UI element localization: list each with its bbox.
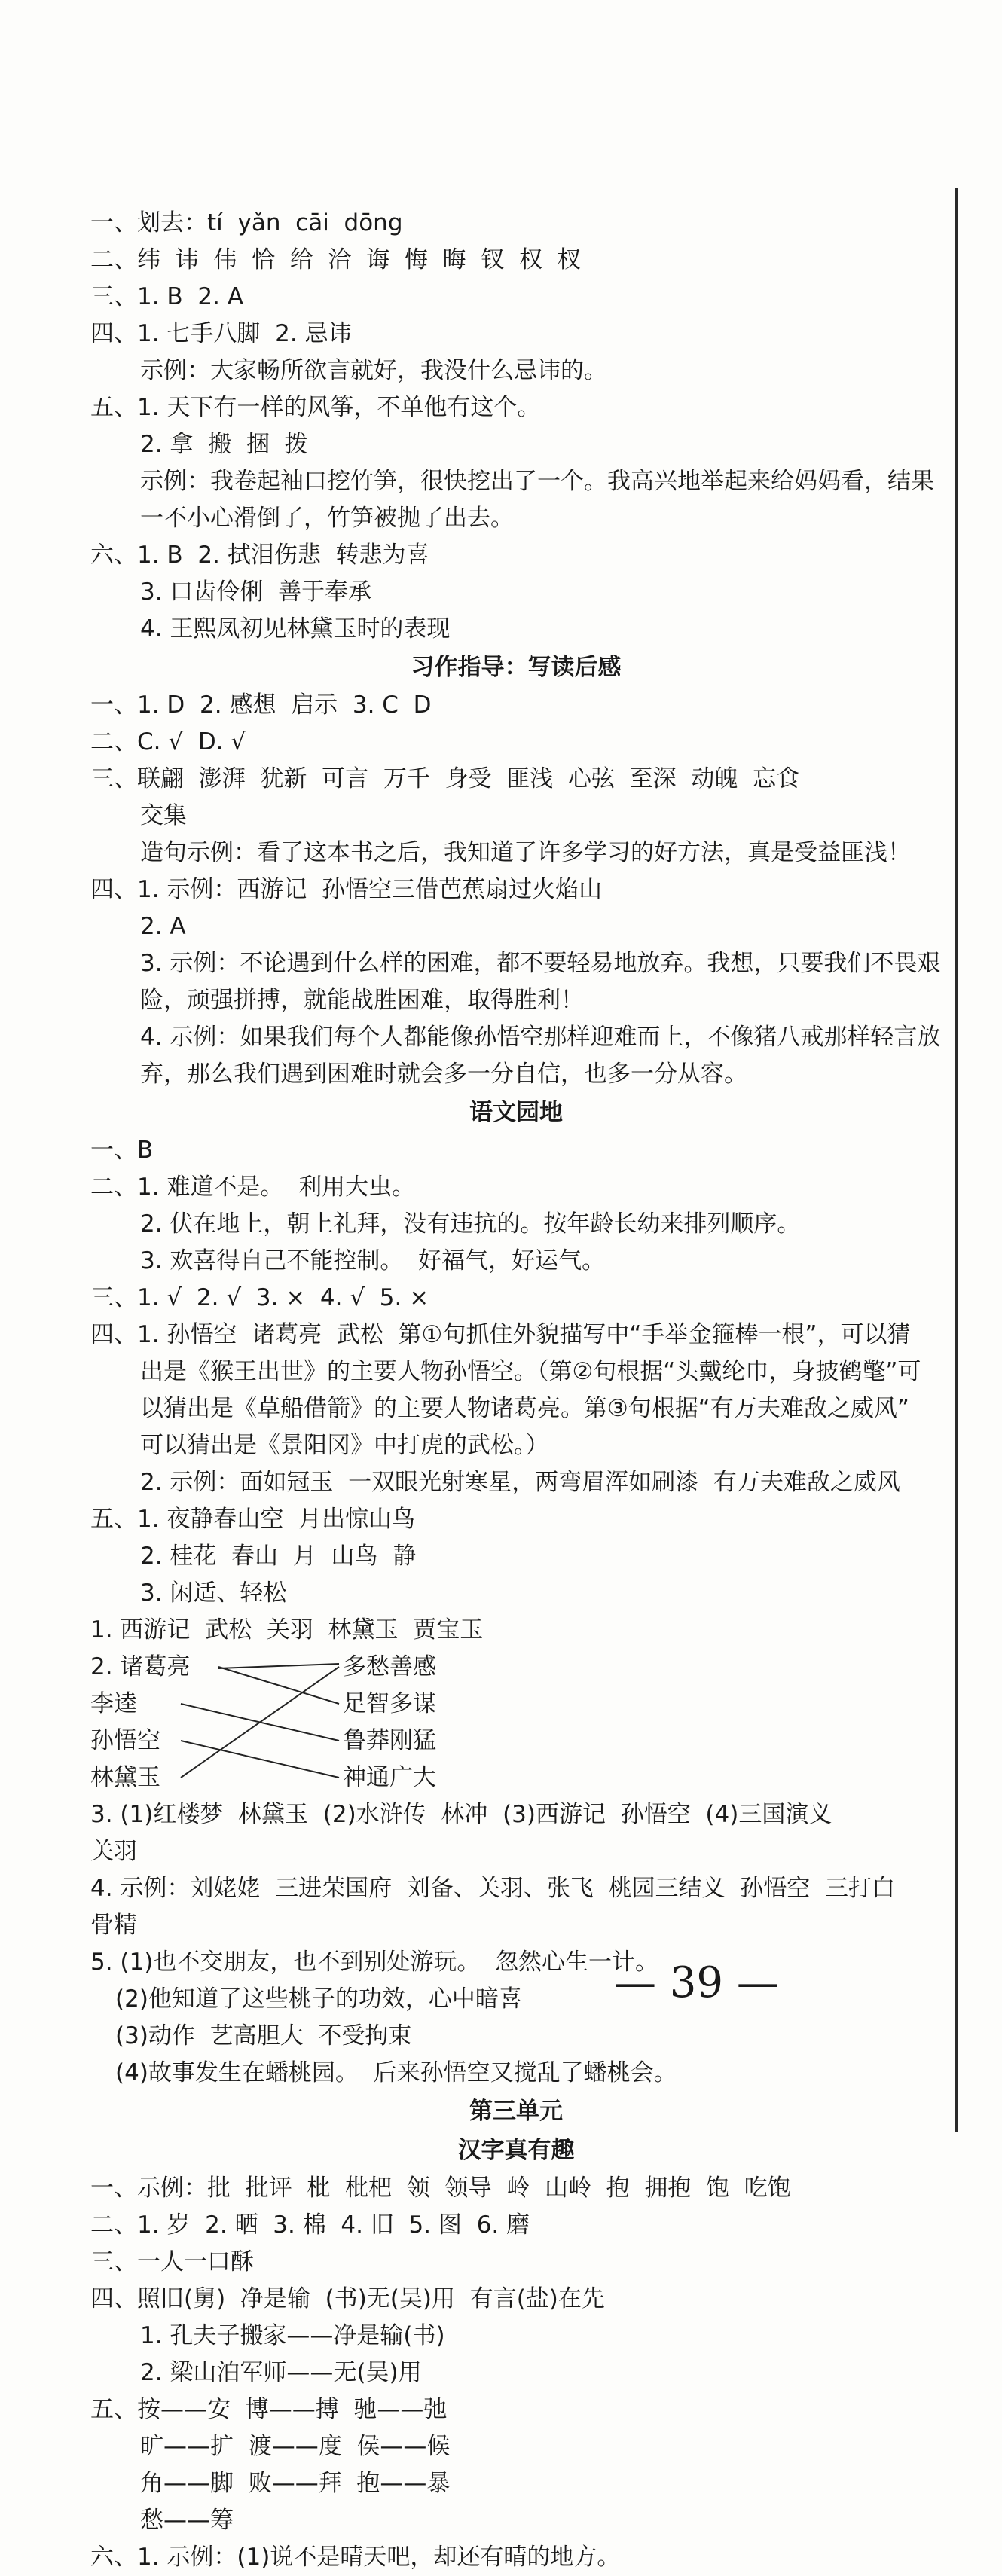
answer-line: 六、1. B 2. 拭泪伤悲 转悲为喜 (90, 542, 429, 569)
answer-line: 一、B (90, 1137, 154, 1164)
answer-line: 弃，那么我们遇到困难时就会多一分自信，也多一分从容。 (140, 1061, 747, 1088)
answer-line: 三、联翩 澎湃 犹新 可言 万千 身受 匪浅 心弦 至深 动魄 忘食 (90, 765, 800, 792)
answer-line: 示例：我卷起袖口挖竹笋，很快挖出了一个。我高兴地举起来给妈妈看，结果 (140, 468, 934, 495)
match-right-item: 鲁莽刚猛 (343, 1727, 436, 1754)
answer-line: 3. 闲适、轻松 (140, 1579, 287, 1607)
match-right-item: 多愁善感 (343, 1653, 436, 1680)
match-left-item: 林黛玉 (90, 1764, 160, 1791)
answer-line: 骨精 (90, 1912, 137, 1939)
match-line (181, 1667, 339, 1778)
section-top (90, 205, 942, 648)
answer-line: 四、1. 七手八脚 2. 忌讳 (90, 320, 352, 347)
answer-line: 5. (1)也不交朋友，也不到别处游玩。 忽然心生一计。 (90, 1949, 659, 1976)
section-heading-unit3: 第三单元 (469, 2098, 563, 2125)
answer-line: 五、1. 夜静春山空 月出惊山鸟 (90, 1506, 416, 1533)
answer-line: 出是《猴王出世》的主要人物孙悟空。（第②句根据“头戴纶巾，身披鹤氅”可 (140, 1358, 921, 1385)
section-heading-hanzi: 汉字真有趣 (457, 2137, 575, 2164)
match-line (218, 1664, 339, 1668)
answer-line: (3)动作 艺高胆大 不受拘束 (115, 2022, 412, 2050)
answer-line: 示例：大家畅所欲言就好，我没什么忌讳的。 (140, 357, 607, 384)
match-left-item: 孙悟空 (90, 1727, 160, 1754)
answer-line: 3. 欢喜得自己不能控制。 好福气，好运气。 (140, 1247, 606, 1274)
answer-line: 四、照旧(舅) 净是输 (书)无(吴)用 有言(盐)在先 (90, 2285, 605, 2312)
section-yuwen (90, 1132, 942, 1649)
answer-line: 3. 口齿伶俐 善于奉承 (140, 578, 372, 606)
answer-line: 可以猜出是《景阳冈》中打虎的武松。） (140, 1432, 549, 1459)
answer-line: 3. (1)红楼梦 林黛玉 (2)水浒传 林冲 (3)西游记 孙悟空 (4)三国演义 (90, 1801, 832, 1828)
section-after-match (90, 1796, 942, 2092)
match-right-item: 神通广大 (343, 1764, 436, 1791)
answer-line: (4)故事发生在蟠桃园。 后来孙悟空又搅乱了蟠桃会。 (115, 2059, 677, 2086)
answer-line: 二、1. 岁 2. 晒 3. 棉 4. 旧 5. 图 6. 磨 (90, 2211, 530, 2239)
answer-line: 1. 西游记 武松 关羽 林黛玉 贾宝玉 (90, 1616, 484, 1644)
match-left-item: 2. 诸葛亮 (90, 1653, 191, 1680)
answer-line: 关羽 (90, 1838, 137, 1865)
answer-line: 角——脚 败——拜 抱——暴 (140, 2470, 451, 2497)
answer-line: 以猜出是《草船借箭》的主要人物诸葛亮。第③句根据“有万夫难敌之威风” (140, 1395, 909, 1422)
answer-line: 五、1. 天下有一样的风筝，不单他有这个。 (90, 394, 541, 421)
answer-line: 二、纬 讳 伟 恰 给 洽 诲 悔 晦 钗 权 杈 (90, 246, 581, 273)
answer-line: 险，顽强拼搏，就能战胜困难，取得胜利！ (140, 987, 584, 1014)
section-hanzi (90, 2170, 942, 2576)
answer-line: 2. 示例：面如冠玉 一双眼光射寒星，两弯眉浑如刷漆 有万夫难敌之威风 (140, 1469, 900, 1496)
answer-line: 三、1. B 2. A (90, 283, 244, 310)
section-heading-writing: 习作指导：写读后感 (411, 654, 622, 681)
answer-line: 2. A (140, 913, 186, 940)
answer-line: 一、1. D 2. 感想 启示 3. C D (90, 691, 432, 719)
answer-line: 三、一人一口酥 (90, 2248, 254, 2275)
answer-line: 2. 伏在地上，朝上礼拜，没有违抗的。按年龄长幼来排列顺序。 (140, 1210, 801, 1238)
answer-line: (2)他知道了这些桃子的功效，心中暗喜 (115, 1985, 522, 2013)
answer-line: 4. 示例：刘姥姥 三进荣国府 刘备、关羽、张飞 桃园三结义 孙悟空 三打白 (90, 1875, 895, 1902)
answer-line: 三、1. √ 2. √ 3. × 4. √ 5. × (90, 1284, 429, 1311)
answer-line: 一、示例：批 批评 枇 枇杷 领 领导 岭 山岭 抱 拥抱 饱 吃饱 (90, 2175, 791, 2202)
answer-line: 二、C. √ D. √ (90, 728, 246, 755)
column-divider (955, 188, 958, 2132)
answer-line: 一不小心滑倒了，竹笋被抛了出去。 (140, 505, 514, 532)
answer-line: 3. 示例：不论遇到什么样的困难，都不要轻易地放弃。我想，只要我们不畏艰 (140, 950, 941, 977)
section-heading-yuwen: 语文园地 (469, 1099, 563, 1126)
answer-line: 4. 示例：如果我们每个人都能像孙悟空那样迎难而上，不像猪八戒那样轻言放 (140, 1024, 941, 1051)
match-left-item: 李逵 (90, 1690, 137, 1717)
answer-line: 造句示例：看了这本书之后，我知道了许多学习的好方法，真是受益匪浅！ (140, 839, 911, 866)
match-right-item: 足智多谋 (343, 1690, 436, 1717)
section-writing (90, 687, 942, 1093)
answer-line: 2. 梁山泊军师——无(吴)用 (140, 2359, 422, 2386)
answer-line: 一、划去：tí yǎn cāi dōng (90, 209, 403, 237)
answer-line: 2. 桂花 春山 月 山鸟 静 (140, 1543, 417, 1570)
answer-line: 2. 拿 搬 捆 拨 (140, 431, 308, 458)
character-matching (90, 1649, 942, 1796)
answer-line: 五、按——安 博——搏 驰——弛 (90, 2396, 448, 2423)
answer-line: 1. 孔夫子搬家——净是输(书) (140, 2322, 445, 2349)
answer-line: 四、1. 示例：西游记 孙悟空三借芭蕉扇过火焰山 (90, 876, 603, 903)
answer-line: 交集 (140, 802, 187, 829)
answer-content (90, 205, 942, 2576)
answer-line: 4. 王熙凤初见林黛玉时的表现 (140, 615, 451, 642)
answer-line: 四、1. 孙悟空 诸葛亮 武松 第①句抓住外貌描写中“手举金箍棒一根”，可以猜 (90, 1321, 911, 1348)
answer-line: 六、1. 示例：(1)说不是晴天吧，却还有晴的地方。 (90, 2544, 621, 2571)
answer-line: 愁——筹 (140, 2507, 234, 2534)
answer-line: 旷——扩 渡——度 侯——候 (140, 2433, 451, 2460)
answer-line: 二、1. 难道不是。 利用大虫。 (90, 1174, 416, 1201)
page-number: — 39 — (614, 1958, 779, 2007)
match-line (181, 1741, 339, 1778)
match-line (218, 1667, 339, 1704)
